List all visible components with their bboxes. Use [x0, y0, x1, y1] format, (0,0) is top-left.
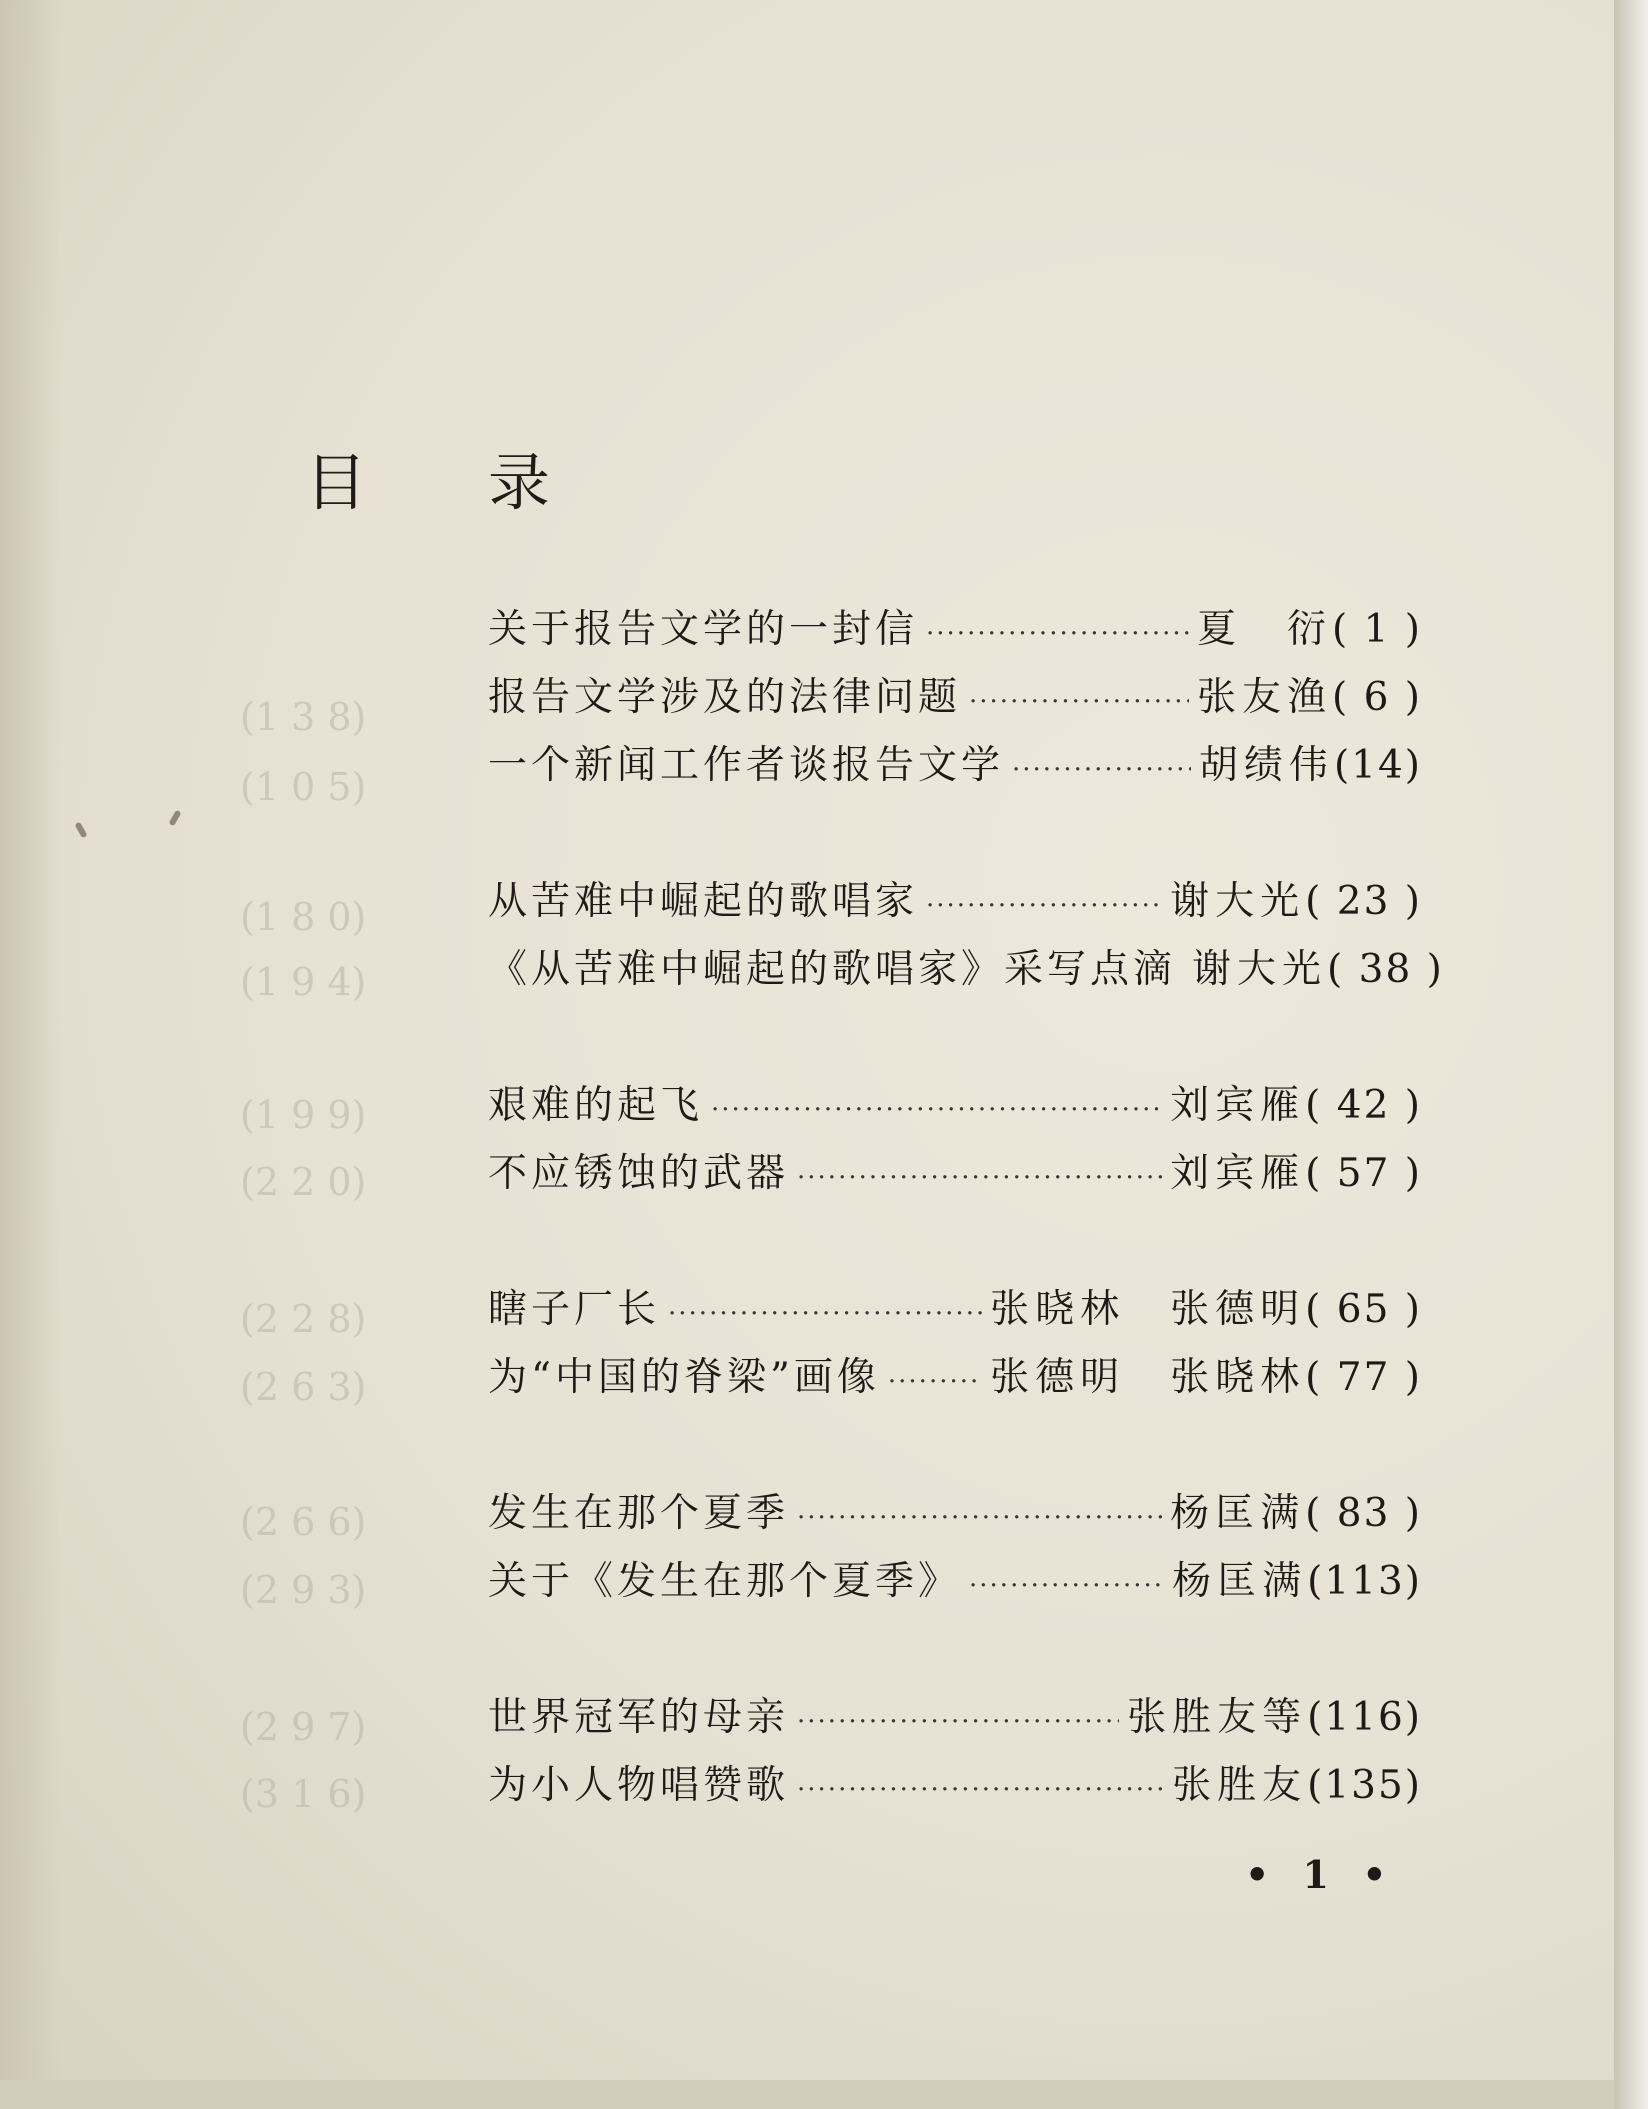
- entry-author: 张胜友: [1172, 1763, 1308, 1808]
- entry-page: ( 57 ): [1305, 1151, 1422, 1196]
- toc-entry: [488, 1686, 1422, 1754]
- entry-title: 关于报告文学的一封信: [488, 607, 919, 652]
- dot-leader: [797, 1707, 1119, 1737]
- entry-author: 谢大光: [1192, 947, 1328, 992]
- dot-leader: [1012, 755, 1191, 785]
- table-of-contents: [488, 598, 1444, 1890]
- toc-group: [488, 1278, 1422, 1414]
- entry-title: 关于《发生在那个夏季》: [488, 1559, 962, 1604]
- paper-speck: [74, 822, 87, 839]
- page-gutter-shadow: [0, 0, 60, 2109]
- entry-title: 《从苦难中崛起的歌唱家》采写点滴: [488, 947, 1177, 992]
- bleed-through-mark: (3 1 6): [240, 1772, 367, 1816]
- paper-speck: [168, 810, 181, 827]
- toc-entry: [488, 666, 1422, 734]
- entry-page: (135): [1307, 1763, 1422, 1808]
- dot-leader: [926, 619, 1189, 649]
- dot-leader: [969, 687, 1189, 717]
- entry-author: 刘宾雁: [1170, 1083, 1306, 1128]
- entry-page: ( 38 ): [1327, 947, 1444, 992]
- entry-page: ( 23 ): [1305, 879, 1422, 924]
- page-bottom-edge: [0, 2080, 1614, 2109]
- entry-page: ( 65 ): [1305, 1287, 1422, 1332]
- dot-leader: [926, 891, 1162, 921]
- entry-page: ( 77 ): [1305, 1355, 1422, 1400]
- entry-author: 谢大光: [1170, 879, 1306, 924]
- entry-author: 张胜友等: [1127, 1695, 1308, 1740]
- toc-entry: [488, 1754, 1422, 1822]
- bleed-through-mark: (1 8 0): [240, 895, 367, 939]
- entry-page: ( 83 ): [1305, 1491, 1422, 1536]
- heading-char-2: 录: [488, 446, 551, 519]
- entry-author: 夏 衍: [1196, 607, 1332, 652]
- dot-leader: [797, 1503, 1162, 1533]
- toc-group: [488, 1482, 1422, 1618]
- toc-entry: [488, 938, 1444, 1006]
- bleed-through-mark: (1 9 4): [240, 960, 367, 1004]
- entry-author: 张德明 张晓林: [990, 1355, 1306, 1400]
- entry-author: 张晓林 张德明: [990, 1287, 1306, 1332]
- toc-entry: [488, 598, 1422, 666]
- dot-leader: [888, 1367, 982, 1397]
- bleed-through-mark: (2 9 7): [240, 1705, 367, 1749]
- bleed-through-mark: (1 9 9): [240, 1093, 367, 1137]
- toc-group: [488, 1074, 1422, 1210]
- entry-author: 杨匡满: [1172, 1559, 1308, 1604]
- entry-page: (14): [1333, 743, 1422, 788]
- dot-leader: [668, 1299, 982, 1329]
- entry-title: 为小人物唱赞歌: [488, 1763, 790, 1808]
- toc-entry: [488, 1142, 1422, 1210]
- toc-entry: [488, 1346, 1422, 1414]
- toc-group: [488, 1686, 1422, 1822]
- entry-title: 瞎子厂长: [488, 1287, 661, 1332]
- entry-page: ( 42 ): [1305, 1083, 1422, 1128]
- toc-group: [488, 598, 1422, 802]
- dot-leader: [797, 1163, 1162, 1193]
- heading-char-1: 目: [305, 446, 368, 519]
- entry-title: 为“中国的脊梁”画像: [488, 1355, 880, 1400]
- bleed-through-mark: (2 9 3): [240, 1568, 367, 1612]
- bleed-through-mark: (2 6 6): [240, 1500, 367, 1544]
- dot-leader: [797, 1775, 1164, 1805]
- toc-entry: [488, 870, 1422, 938]
- entry-page: (116): [1307, 1695, 1422, 1740]
- entry-author: 胡绩伟: [1198, 743, 1334, 788]
- page-edge-strip: [1614, 0, 1648, 2109]
- entry-author: 张友渔: [1196, 675, 1332, 720]
- entry-title: 世界冠军的母亲: [488, 1695, 790, 1740]
- bleed-through-mark: (1 3 8): [240, 695, 367, 739]
- toc-group: [488, 870, 1444, 1006]
- entry-page: ( 1 ): [1331, 607, 1422, 652]
- entry-author: 杨匡满: [1170, 1491, 1306, 1536]
- toc-entry: [488, 734, 1422, 802]
- entry-title: 从苦难中崛起的歌唱家: [488, 879, 919, 924]
- bleed-through-mark: (2 2 0): [240, 1160, 367, 1204]
- toc-entry: [488, 1074, 1422, 1142]
- page-number: • 1 •: [1245, 1852, 1397, 1897]
- entry-page: (113): [1307, 1559, 1422, 1604]
- bleed-through-mark: (1 0 5): [240, 765, 367, 809]
- entry-author: 刘宾雁: [1170, 1151, 1306, 1196]
- entry-title: 不应锈蚀的武器: [488, 1151, 790, 1196]
- entry-title: 报告文学涉及的法律问题: [488, 675, 962, 720]
- entry-title: 发生在那个夏季: [488, 1491, 790, 1536]
- entry-title: 艰难的起飞: [488, 1083, 704, 1128]
- bleed-through-mark: (2 6 3): [240, 1365, 367, 1409]
- dot-leader: [969, 1571, 1164, 1601]
- toc-entry: [488, 1482, 1422, 1550]
- dot-leader: [711, 1095, 1162, 1125]
- entry-title: 一个新闻工作者谈报告文学: [488, 743, 1005, 788]
- entry-page: ( 6 ): [1331, 675, 1422, 720]
- toc-entry: [488, 1278, 1422, 1346]
- toc-entry: [488, 1550, 1422, 1618]
- bleed-through-mark: (2 2 8): [240, 1297, 367, 1341]
